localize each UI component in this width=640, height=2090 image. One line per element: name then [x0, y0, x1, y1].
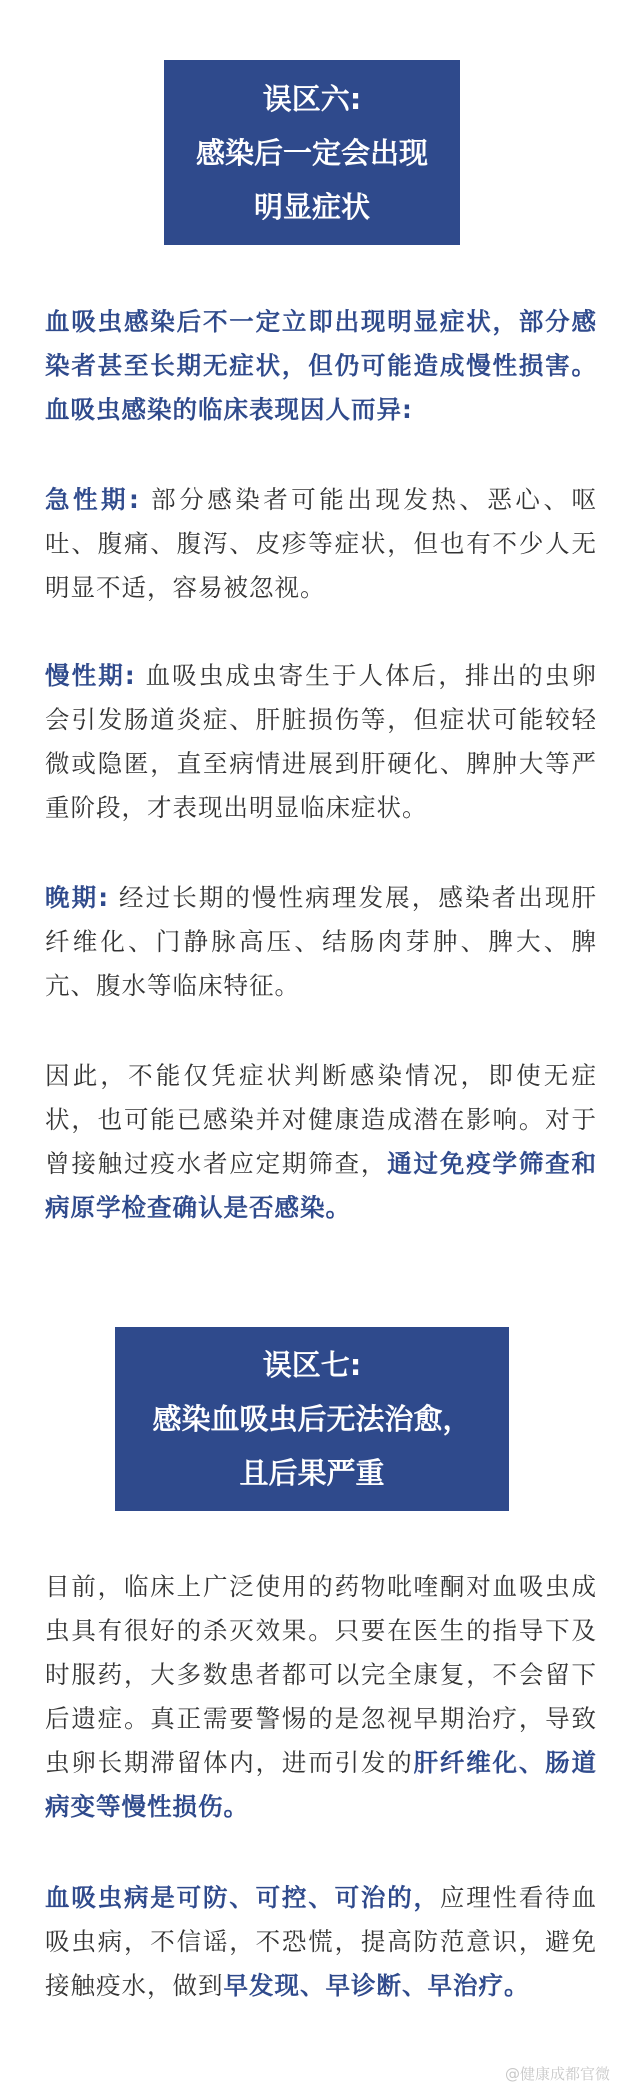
- treatment-text: 目前，临床上广泛使用的药物吡喹酮对血吸虫成虫具有很好的杀灭效果。只要在医生的指导下及时服药，大多数患者都可以完全康复，不会留下后遗症。真正需要警惕的是忽视早期治疗，导致虫卵长期滞留体内，进而引发的: [45, 1572, 597, 1777]
- treatment-highlight: 肝纤维化、肠道病变等慢性损伤。: [45, 1748, 598, 1821]
- prevention-highlight-2: 早发现、早诊断、早治疗。: [223, 1971, 530, 2000]
- acute-stage-text: 部分感染者可能出现发热、恶心、呕吐、腹痛、腹泻、皮疹等症状，但也有不少人无明显不适，容易被忽视。: [45, 485, 597, 602]
- section-6-title: [164, 60, 460, 245]
- section-6-title-line-1: 误区六:: [262, 81, 362, 116]
- prevention-highlight-1: 血吸虫病是可防、可控、可治的，: [45, 1883, 440, 1912]
- acute-stage-paragraph: [45, 478, 597, 610]
- section-7-title-line-3: 且后果严重: [239, 1456, 385, 1490]
- section-7-title-line-1: 误区七:: [262, 1348, 362, 1382]
- intro-paragraph: [45, 300, 597, 432]
- acute-stage-label: 急性期:: [45, 485, 140, 514]
- section-7-title: [115, 1327, 509, 1511]
- prevention-paragraph: [45, 1876, 597, 2008]
- chronic-stage-paragraph: [45, 654, 597, 830]
- treatment-paragraph: [45, 1565, 597, 1829]
- conclusion-highlight: 通过免疫学筛查和病原学检查确认是否感染。: [45, 1149, 598, 1222]
- intro-highlight: 血吸虫感染后不一定立即出现明显症状，部分感染者甚至长期无症状，但仍可能造成慢性损害。血吸虫感染的临床表现因人而异:: [45, 307, 597, 424]
- section-6-title-line-3: 明显症状: [253, 189, 370, 224]
- conclusion-text: 因此，不能仅凭症状判断感染情况，即使无症状，也可能已感染并对健康造成潜在影响。对于曾接触过疫水者应定期筛查，: [45, 1061, 597, 1178]
- section-7-title-line-2: 感染血吸虫后无法治愈，: [152, 1402, 472, 1436]
- chronic-stage-text: 血吸虫成虫寄生于人体后，排出的虫卵会引发肠道炎症、肝脏损伤等，但症状可能较轻微或隐匿，直至病情进展到肝硬化、脾肿大等严重阶段，才表现出明显临床症状。: [45, 661, 597, 822]
- late-stage-label: 晚期:: [45, 883, 110, 912]
- conclusion-paragraph: [45, 1054, 597, 1230]
- prevention-text: 应理性看待血吸虫病，不信谣，不恐慌，提高防范意识，避免接触疫水，做到: [45, 1883, 597, 2000]
- watermark: @健康成都官微: [504, 2065, 610, 2083]
- section-6-title-line-2: 感染后一定会出现: [195, 135, 428, 170]
- late-stage-paragraph: [45, 876, 597, 1008]
- chronic-stage-label: 慢性期:: [45, 661, 136, 690]
- late-stage-text: 经过长期的慢性病理发展，感染者出现肝纤维化、门静脉高压、结肠肉芽肿、脾大、脾亢、腹水等临床特征。: [45, 883, 597, 1000]
